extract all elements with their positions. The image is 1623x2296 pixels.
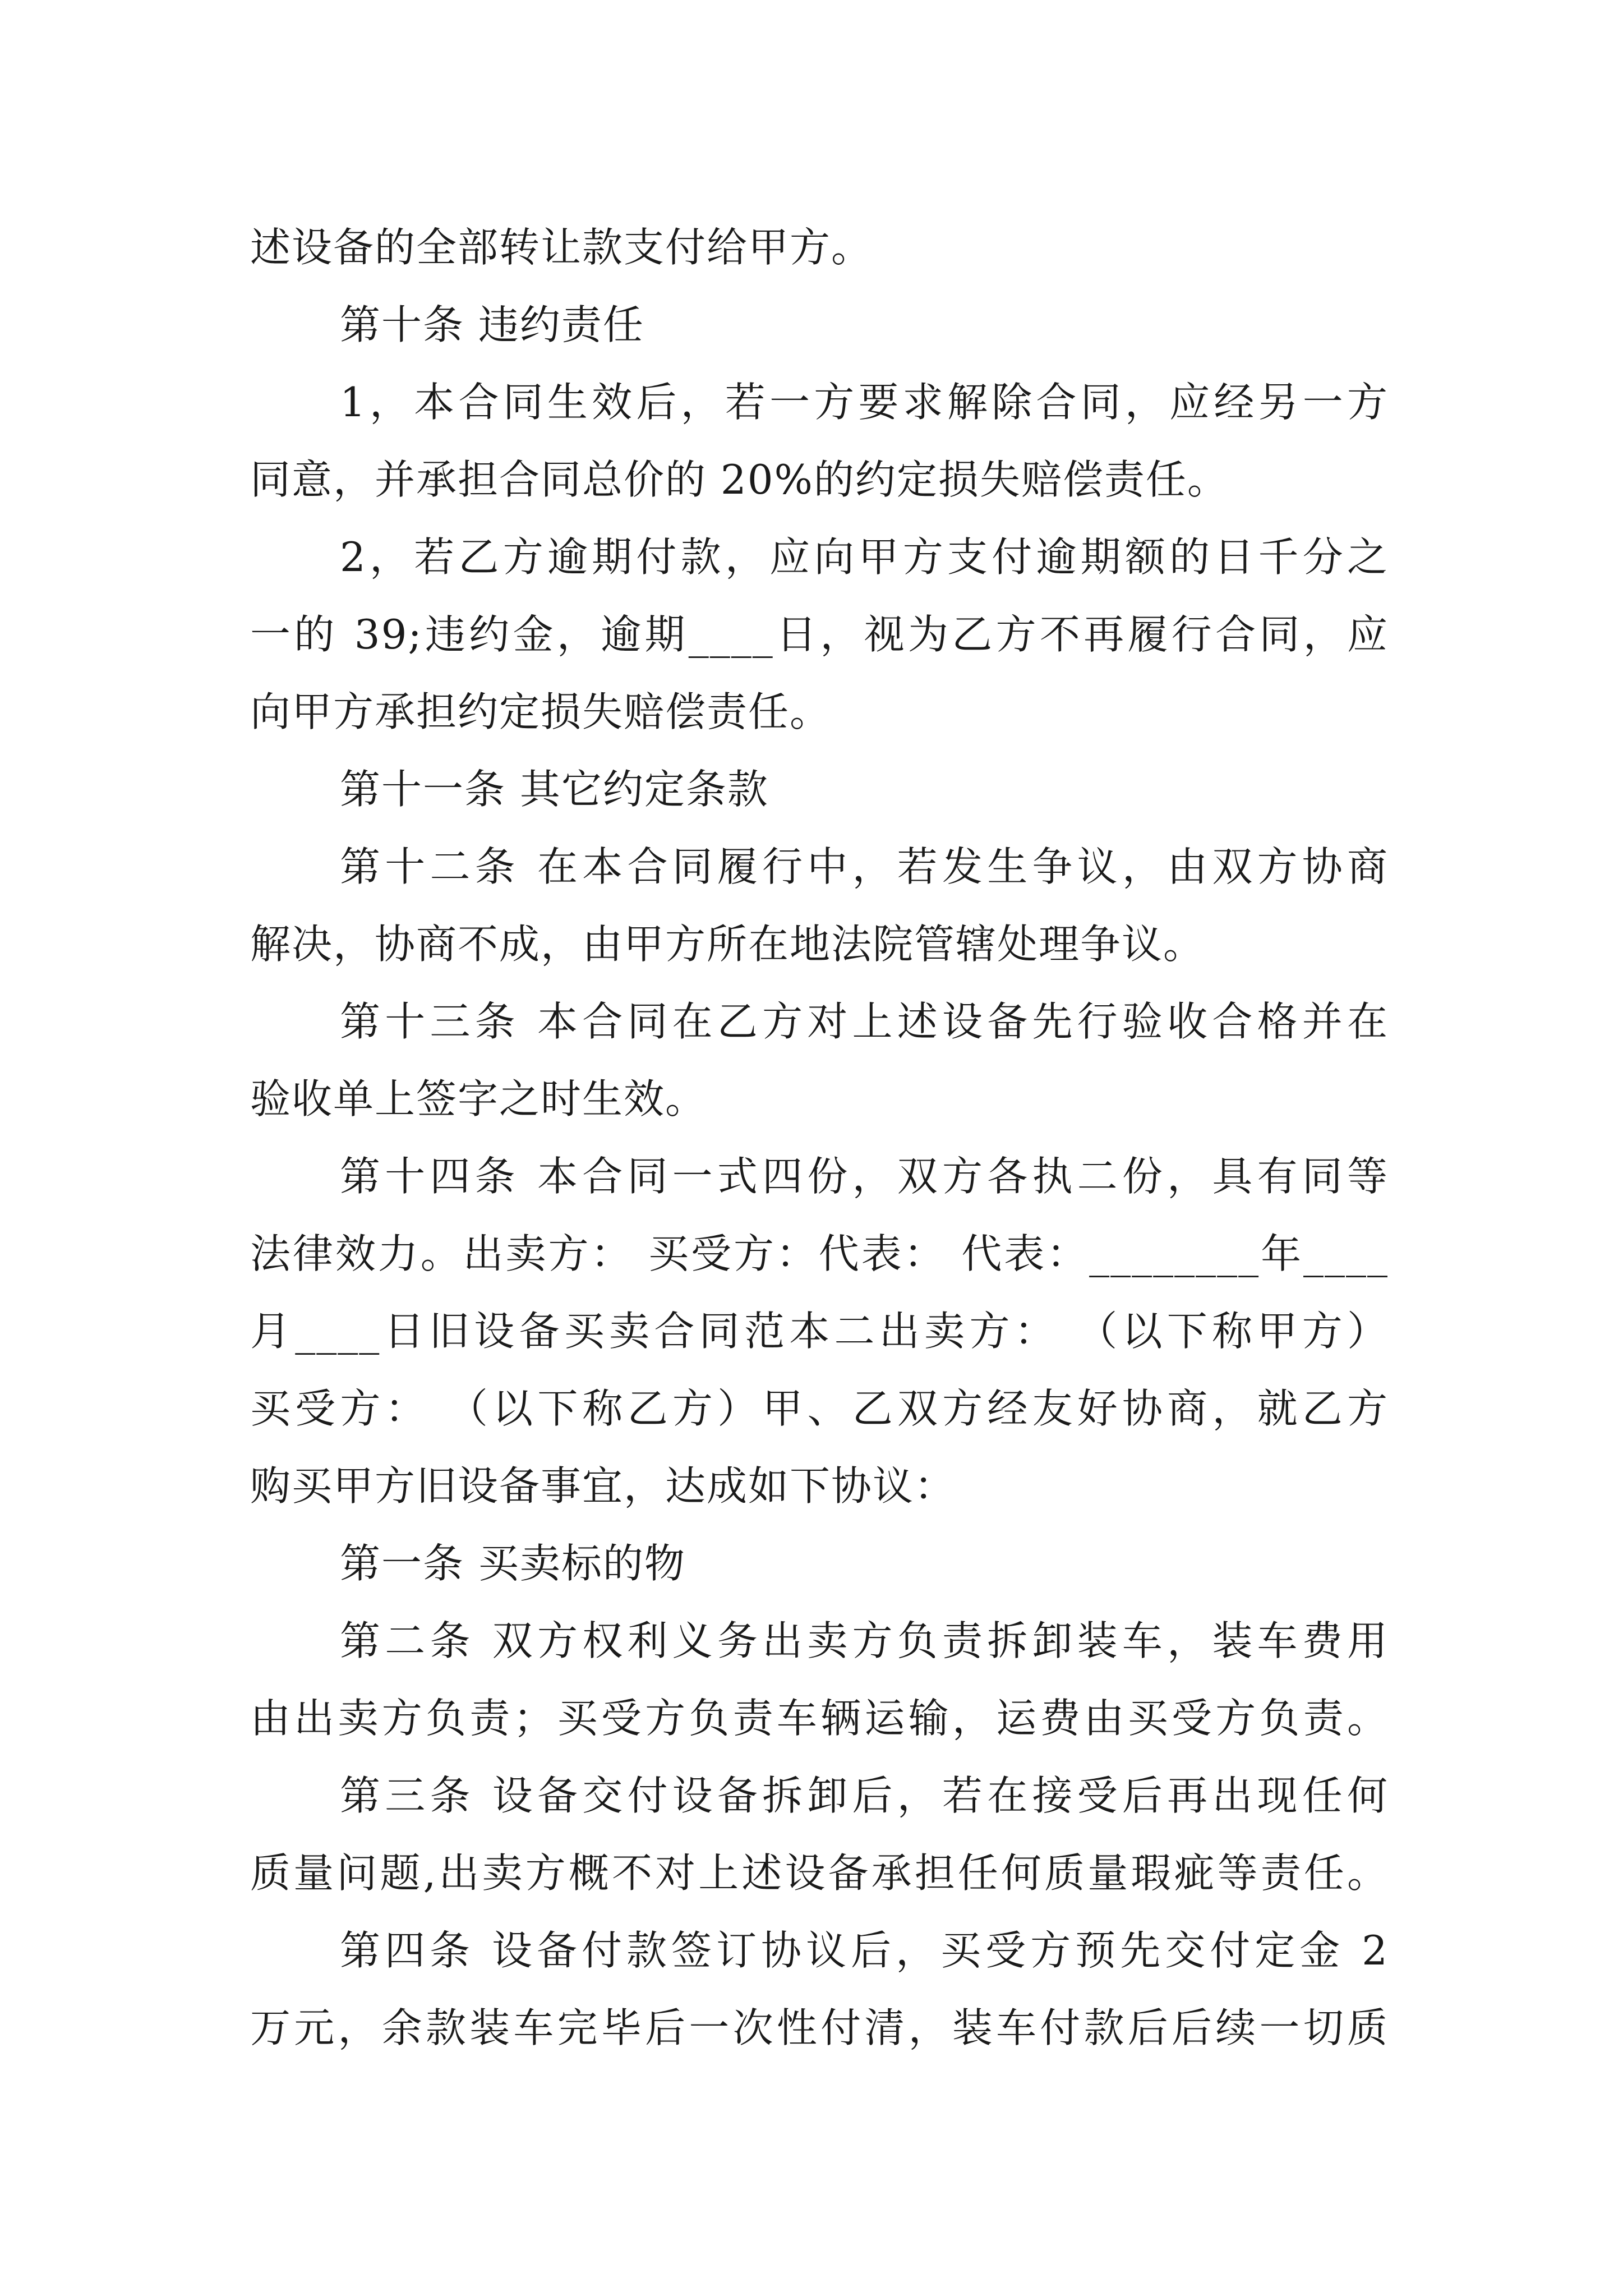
text-line: 法律效力。出卖方： 买受方：代表： 代表：________年____ bbox=[250, 1230, 1389, 1277]
text-line: 第十四条 本合同一式四份，双方各执二份，具有同等 bbox=[340, 1153, 1389, 1200]
text-line: 第四条 设备付款签订协议后，买受方预先交付定金 2 bbox=[340, 1927, 1389, 1974]
text-line: 述设备的全部转让款支付给甲方。 bbox=[250, 224, 873, 271]
contract-text bbox=[250, 209, 1389, 2067]
text-line: 1，本合同生效后，若一方要求解除合同，应经另一方 bbox=[340, 379, 1389, 426]
text-line: 2，若乙方逾期付款，应向甲方支付逾期额的日千分之 bbox=[340, 533, 1389, 581]
text-line: 向甲方承担约定损失赔偿责任。 bbox=[250, 688, 832, 735]
text-line: 第三条 设备交付设备拆卸后，若在接受后再出现任何 bbox=[340, 1772, 1389, 1819]
text-line: 解决，协商不成，由甲方所在地法院管辖处理争议。 bbox=[250, 921, 1205, 968]
article-heading: 第一条 买卖标的物 bbox=[340, 1540, 686, 1587]
text-line: 质量问题,出卖方概不对上述设备承担任何质量瑕疵等责任。 bbox=[250, 1849, 1389, 1897]
article-heading: 第十一条 其它约定条款 bbox=[340, 766, 769, 813]
article-heading: 第十条 违约责任 bbox=[340, 301, 644, 348]
text-line: 第十二条 在本合同履行中，若发生争议，由双方协商 bbox=[340, 843, 1389, 890]
text-line: 第十三条 本合同在乙方对上述设备先行验收合格并在 bbox=[340, 998, 1389, 1045]
text-line: 同意，并承担合同总价的 20%的约定损失赔偿责任。 bbox=[250, 456, 1229, 503]
text-line: 验收单上签字之时生效。 bbox=[250, 1075, 707, 1122]
text-line: 由出卖方负责；买受方负责车辆运输，运费由买受方负责。 bbox=[250, 1695, 1389, 1742]
text-line: 一的 39;违约金，逾期____日，视为乙方不再履行合同，应 bbox=[250, 611, 1389, 658]
text-line: 月____日旧设备买卖合同范本二出卖方： （以下称甲方） bbox=[250, 1308, 1389, 1355]
text-line: 第二条 双方权利义务出卖方负责拆卸装车，装车费用 bbox=[340, 1617, 1389, 1664]
text-line: 买受方： （以下称乙方）甲、乙双方经友好协商，就乙方 bbox=[250, 1385, 1389, 1432]
text-line: 购买甲方旧设备事宜，达成如下协议： bbox=[250, 1462, 956, 1510]
text-line: 万元，余款装车完毕后一次性付清，装车付款后后续一切质 bbox=[250, 2004, 1389, 2051]
